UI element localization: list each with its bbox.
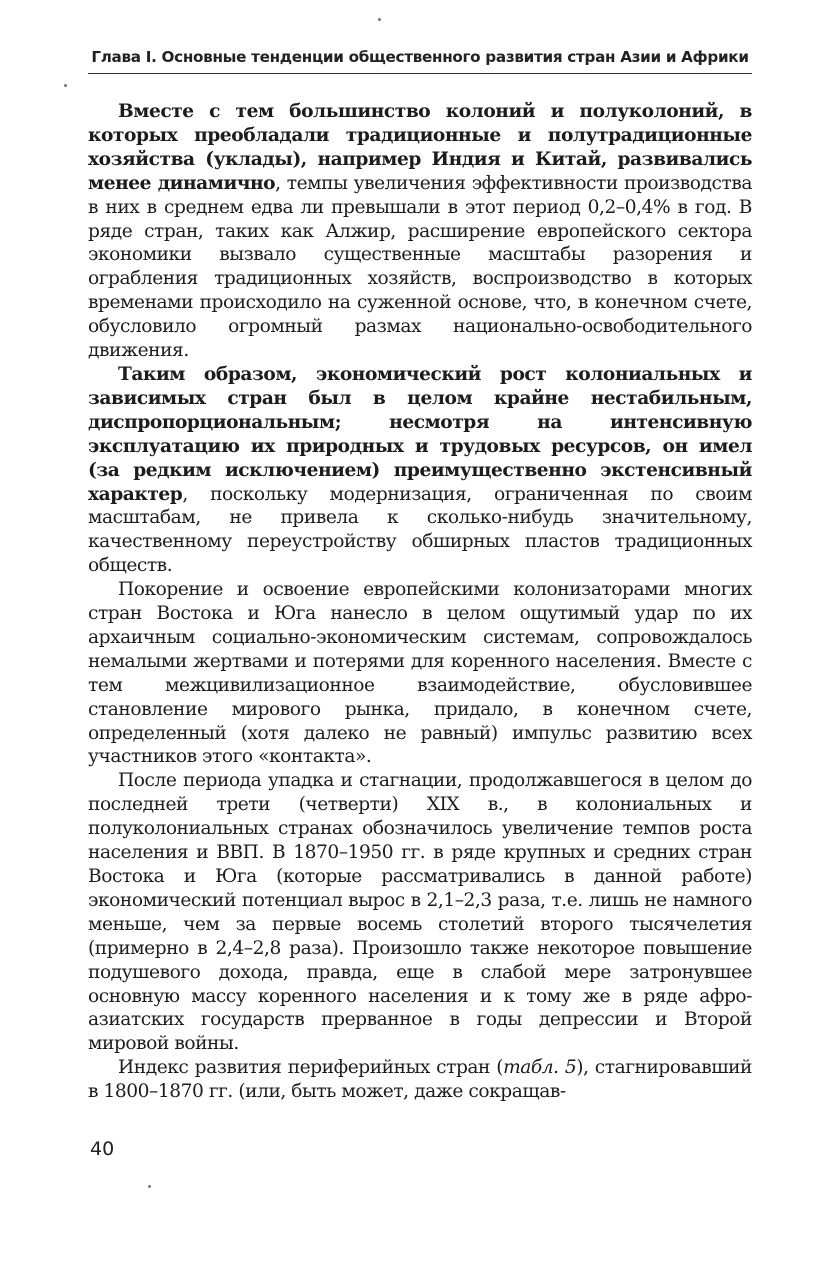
paragraph-1-bold: Вместе с тем большинство колоний и полуколоний, в которых преобладали традиционные и полутрадиционные хозяйства (уклады), например Индия и Китай, развивались менее динамично bbox=[88, 101, 752, 194]
page-number: 40 bbox=[90, 1138, 115, 1160]
paragraph-3: Покорение и освоение европейскими колонизаторами многих стран Востока и Юга нанесло в целом ощутимый удар по их архаичным социально-экономическим системам, сопровождалось немалыми жертвами и потерями для коренного населения. Вместе с тем межцивилизационное взаимодействие, обусловившее становление мирового рынка, придало, в конечном счете, определенный (хотя далеко не равный) импульс развитию всех участников этого «контакта». bbox=[88, 579, 752, 768]
scan-speck bbox=[378, 18, 381, 21]
paragraph-1-text: , темпы увеличения эффективности производства в них в среднем едва ли превышали в этот период 0,2–0,4% в год. В ряде стран, таких как Алжир, расширение европейского сектора экономики вызвало существенные масштабы разорения и ограбления традиционных хозяйств, воспроизводство в которых временами происходило на суженной основе, что, в конечном счете, обусловило огромный размах национально-освободительного движения. bbox=[88, 172, 752, 362]
table-reference: табл. 5 bbox=[503, 1057, 577, 1079]
scan-speck bbox=[64, 84, 67, 87]
paragraph-1 bbox=[88, 100, 752, 363]
paragraph-5-text-after: ), стагнировавший в 1800–1870 гг. (или, быть может, даже сокращав- bbox=[88, 1057, 753, 1103]
header-rule bbox=[88, 73, 752, 74]
body-text bbox=[88, 100, 752, 1104]
running-header: Глава I. Основные тенденции общественного развития стран Азии и Африки bbox=[91, 48, 749, 66]
paragraph-2-text: , поскольку модернизация, ограниченная по своим масштабам, не привела к сколько-нибудь значительному, качественному переустройству обширных пластов традиционных обществ. bbox=[88, 483, 752, 577]
paragraph-2-bold: Таким образом, экономический рост колониальных и зависимых стран был в целом крайне нестабильным, диспропорциональным; несмотря на интенсивную эксплуатацию их природных и трудовых ресурсов, он имел (за редким исключением) преимущественно экстенсивный характер bbox=[88, 363, 752, 505]
scan-speck bbox=[148, 1185, 151, 1188]
paragraph-5-text-before: Индекс развития периферийных стран ( bbox=[118, 1057, 504, 1079]
paragraph-5 bbox=[88, 1056, 752, 1104]
paragraph-4: После периода упадка и стагнации, продолжавшегося в целом до последней трети (четверти) XIX в., в колониальных и полуколониальных странах обозначилось увеличение темпов роста населения и ВВП. В 1870–1950 гг. в ряде крупных и средних стран Востока и Юга (которые рассматривались в данной работе) экономический потенциал вырос в 2,1–2,3 раза, т.е. лишь не намного меньше, чем за первые восемь столетий второго тысячелетия (примерно в 2,4–2,8 раза). Произошло также некоторое повышение подушевого дохода, правда, еще в слабой мере затронувшее основную массу коренного населения и к тому же в ряде афро-азиатских государств прерванное в годы депрессии и Второй мировой войны. bbox=[88, 770, 752, 1055]
paragraph-2 bbox=[88, 363, 752, 578]
